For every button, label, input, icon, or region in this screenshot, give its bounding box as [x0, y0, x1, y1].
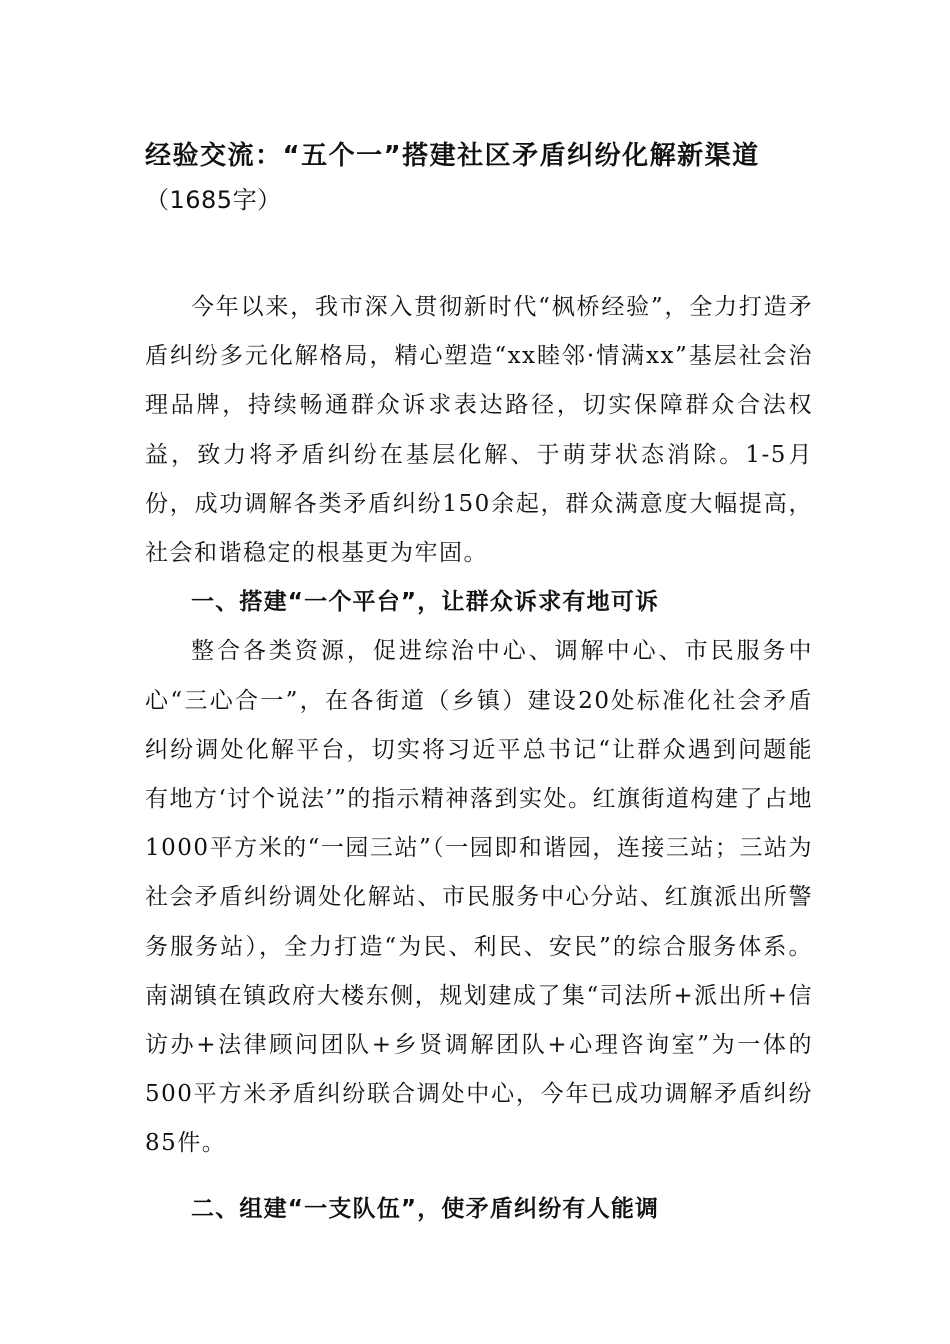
intro-paragraph: 今年以来，我市深入贯彻新时代“枫桥经验”，全力打造矛盾纠纷多元化解格局，精心塑造“xx睦邻·情满xx”基层社会治理品牌，持续畅通群众诉求表达路径，切实保障群众合法权益，致力将矛盾纠纷在基层化解、于萌芽状态消除。1-5月份，成功调解各类矛盾纠纷150余起，群众满意度大幅提高，社会和谐稳定的根基更为牢固。 — [145, 294, 813, 567]
section-2-heading: 二、组建“一支队伍”，使矛盾纠纷有人能调 — [191, 1195, 660, 1222]
section-1-paragraph: 整合各类资源，促进综治中心、调解中心、市民服务中心“三心合一”，在各街道（乡镇）建设20处标准化社会矛盾纠纷调处化解平台，切实将习近平总书记“让群众遇到问题能有地方‘讨个说法’”的指示精神落到实处。红旗街道构建了占地1000平方米的“一园三站”（一园即和谐园，连接三站；三站为社会矛盾纠纷调处化解站、市民服务中心分站、红旗派出所警务服务站），全力打造“为民、利民、安民”的综合服务体系。南湖镇在镇政府大楼东侧，规划建成了集“司法所+派出所+信访办+法律顾问团队+乡贤调解团队+心理咨询室”为一体的500平方米矛盾纠纷联合调处中心，今年已成功调解矛盾纠纷85件。 — [145, 638, 813, 1157]
document-body — [145, 283, 813, 1234]
title-text: 经验交流：“五个一”搭建社区矛盾纠纷化解新渠道 — [145, 141, 760, 171]
title-word-count: （1685字） — [145, 186, 282, 214]
document-title — [145, 134, 825, 222]
section-1-heading: 一、搭建“一个平台”，让群众诉求有地可诉 — [191, 589, 660, 616]
